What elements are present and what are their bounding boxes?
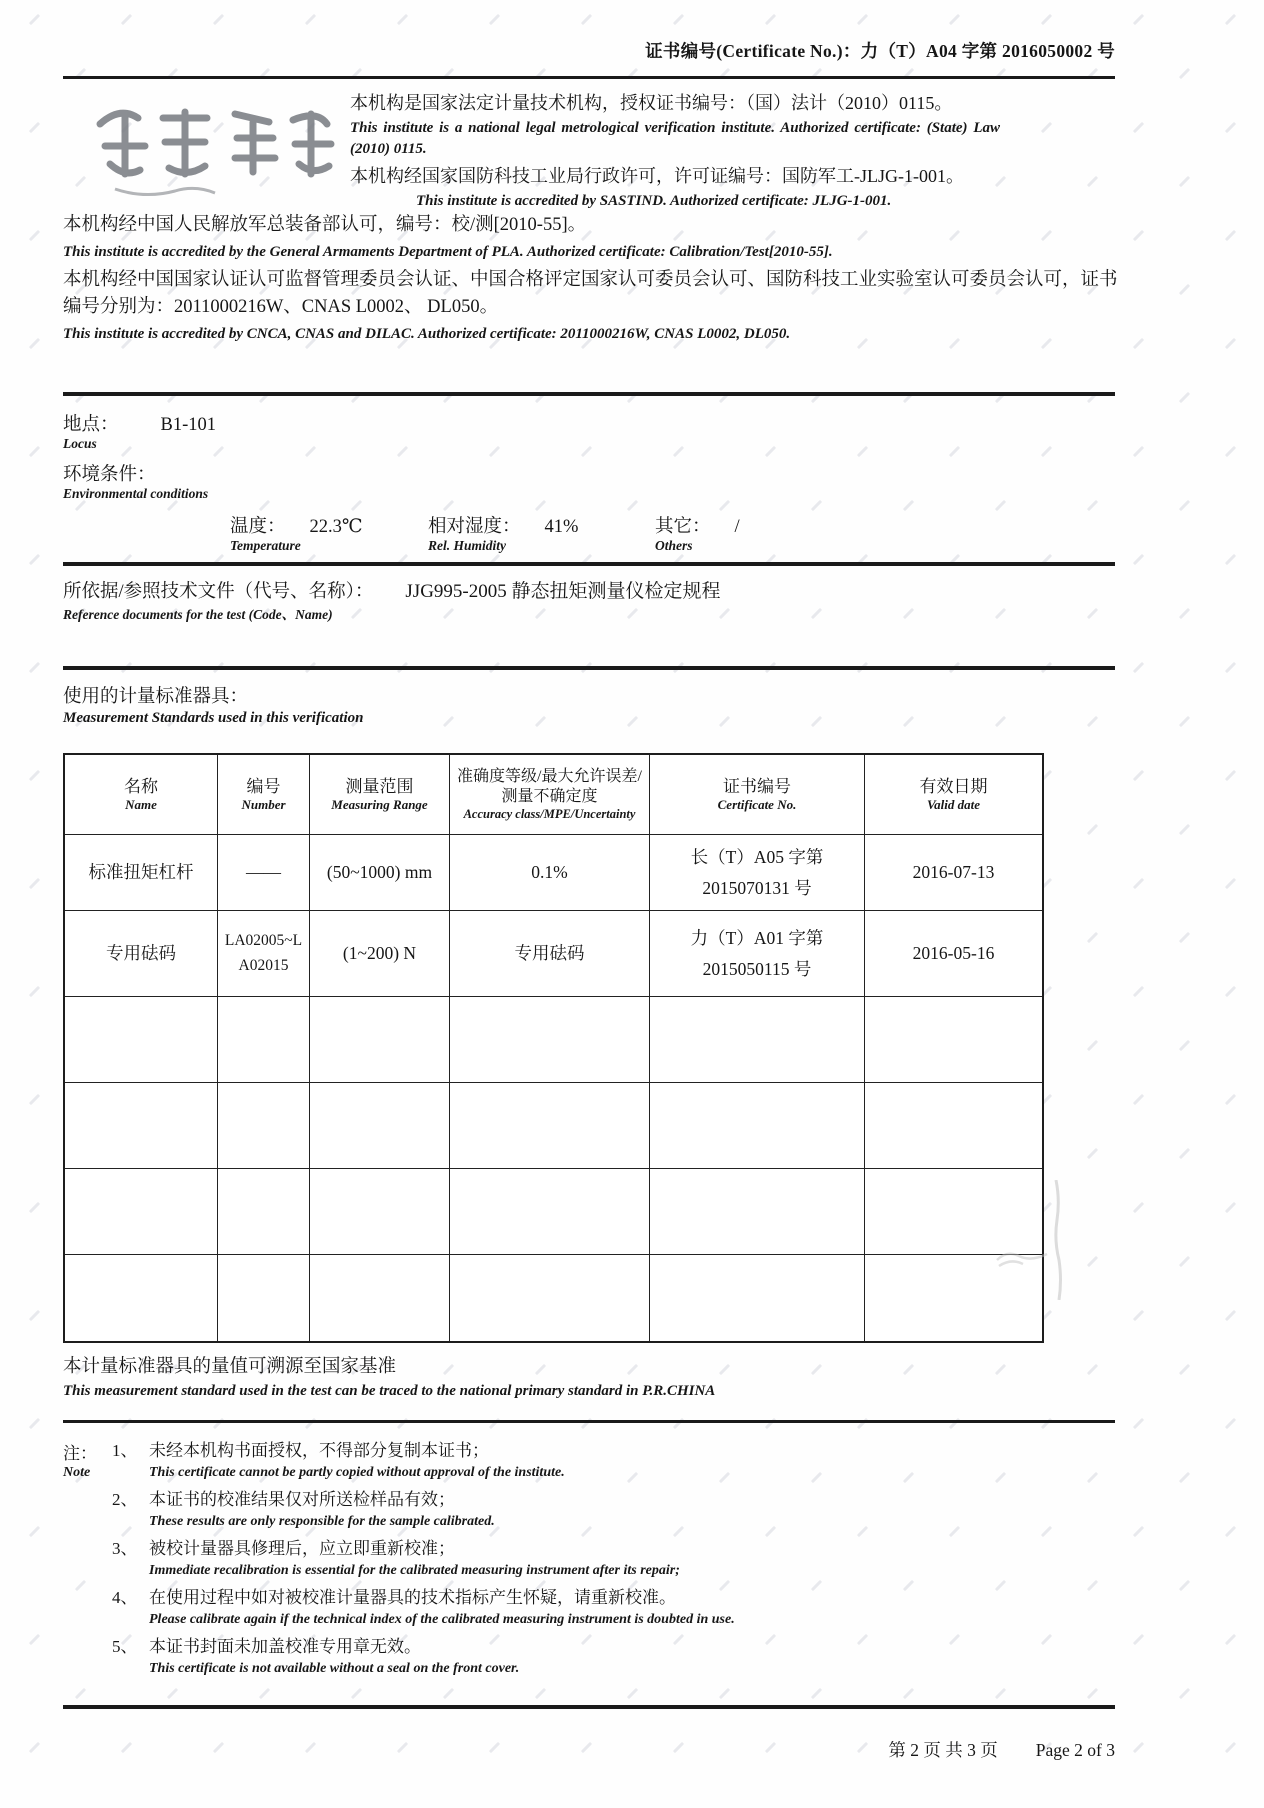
col-header-zh: 有效日期 <box>919 777 988 797</box>
certificate-number-label: 证书编号(Certificate No.)： <box>645 41 861 61</box>
empty-cell <box>650 1083 865 1169</box>
note-text-zh: 被校计量器具修理后，应立即重新校准； <box>149 1539 455 1558</box>
accreditation-pla-en: This institute is accredited by the General Armaments Department of PLA. Authorized certificate: Calibration/Test[2010-55]. <box>63 243 833 260</box>
note-item <box>112 1635 1073 1679</box>
empty-cell <box>310 1255 450 1341</box>
table-cell: (1~200) N <box>310 911 450 997</box>
empty-cell <box>65 1255 218 1341</box>
col-header-zh: 证书编号 <box>723 777 791 797</box>
institute-intro-block <box>350 90 1000 212</box>
others-value: / <box>734 517 740 537</box>
col-header-en: Name <box>125 797 157 813</box>
table-cell: 2016-07-13 <box>865 835 1042 911</box>
table-cell: (50~1000) mm <box>310 835 450 911</box>
standards-title-block <box>63 682 363 728</box>
col-header-zh: 名称 <box>124 777 158 797</box>
locus-block <box>63 410 216 502</box>
col-header-en: Accuracy class/MPE/Uncertainty <box>463 807 636 821</box>
note-text-zh: 本证书的校准结果仅对所送检样品有效； <box>149 1490 455 1509</box>
page-number-zh: 第 2 页 共 3 页 <box>888 1740 998 1760</box>
col-header-zh: 准确度等级/最大允许误差/测量不确定度 <box>457 768 642 805</box>
standards-title-zh: 使用的计量标准器具： <box>63 687 249 707</box>
empty-cell <box>865 1169 1042 1255</box>
table-cell: 专用砝码 <box>450 911 650 997</box>
traceability-en: This measurement standard used in the test can be traced to the national primary standard in P.R.CHINA <box>63 1383 716 1399</box>
locus-label-en: Locus <box>63 436 97 451</box>
note-number: 2、 <box>112 1490 138 1509</box>
empty-cell <box>450 997 650 1083</box>
locus-label-zh: 地点： <box>63 415 119 435</box>
col-header-valid-date <box>865 755 1042 835</box>
others-label-zh: 其它： <box>655 517 711 537</box>
note-item <box>112 1488 1073 1532</box>
reference-label-en: Reference documents for the test (Code、Name) <box>63 607 333 622</box>
institute-calligraphy-logo <box>85 92 335 207</box>
table-cell: 2016-05-16 <box>865 911 1042 997</box>
note-item <box>112 1439 1073 1483</box>
note-number: 1、 <box>112 1441 138 1460</box>
traceability-block <box>63 1352 1113 1401</box>
col-header-en: Certificate No. <box>717 797 797 813</box>
table-cell: 力（T）A01 字第 2015050115 号 <box>650 911 865 997</box>
table-cell: 长（T）A05 字第 2015070131 号 <box>650 835 865 911</box>
empty-cell <box>310 1083 450 1169</box>
divider <box>63 1420 1115 1423</box>
empty-cell <box>450 1169 650 1255</box>
divider <box>63 76 1115 79</box>
notes-label <box>63 1439 97 1483</box>
col-header-zh: 编号 <box>246 777 281 797</box>
others-field <box>655 512 740 554</box>
col-header-en: Valid date <box>926 797 981 813</box>
note-text-en: Please calibrate again if the technical index of the calibrated measuring instrument is doubted in use. <box>149 1612 735 1628</box>
humidity-label-zh: 相对湿度： <box>428 517 521 537</box>
page-footer <box>63 1737 1115 1762</box>
empty-cell <box>218 1255 310 1341</box>
notes-label-en: Note <box>63 1465 91 1480</box>
env-label-en: Environmental conditions <box>63 486 209 502</box>
empty-cell <box>310 997 450 1083</box>
intro-line2-en: This institute is accredited by SASTIND. Authorized certificate: JLJG-1-001. <box>416 193 892 210</box>
note-text-zh: 未经本机构书面授权，不得部分复制本证书； <box>149 1441 489 1460</box>
page-number-en: Page 2 of 3 <box>1035 1740 1115 1760</box>
humidity-label-en: Rel. Humidity <box>428 538 507 553</box>
note-text-en: These results are only responsible for the sample calibrated. <box>149 1514 495 1530</box>
col-header-number <box>218 755 310 835</box>
notes-label-zh: 注： <box>63 1444 97 1463</box>
reference-documents-block <box>63 576 1063 623</box>
intro-line1-en: This institute is a national legal metrological verification institute. Authorized certificate: (State) Law (2010) 0115. <box>350 120 1000 158</box>
note-item <box>112 1537 1073 1581</box>
empty-cell <box>65 1083 218 1169</box>
col-header-zh: 测量范围 <box>345 777 414 797</box>
others-label-en: Others <box>655 538 693 553</box>
divider <box>63 562 1115 566</box>
temperature-value: 22.3℃ <box>309 517 363 537</box>
reference-label-zh: 所依据/参照技术文件（代号、名称）： <box>63 582 374 602</box>
scan-artifact <box>1046 1180 1066 1305</box>
table-cell: 0.1% <box>450 835 650 911</box>
empty-cell <box>650 1255 865 1341</box>
empty-cell <box>650 1169 865 1255</box>
note-text-en: This certificate cannot be partly copied without approval of the institute. <box>149 1465 565 1481</box>
humidity-value: 41% <box>544 517 579 537</box>
notes-block <box>63 1439 1073 1684</box>
note-text-en: Immediate recalibration is essential for the calibrated measuring instrument after its repair; <box>149 1563 680 1579</box>
col-header-certificate <box>650 755 865 835</box>
locus-value: B1-101 <box>160 415 217 435</box>
empty-cell <box>65 1169 218 1255</box>
note-text-en: This certificate is not available without a seal on the front cover. <box>149 1661 520 1677</box>
certificate-number-value: 力（T）A04 字第 2016050002 号 <box>860 41 1115 61</box>
note-number: 4、 <box>112 1588 138 1607</box>
empty-cell <box>65 997 218 1083</box>
standards-table <box>63 753 1044 1343</box>
empty-cell <box>218 1169 310 1255</box>
table-cell: —— <box>218 835 310 911</box>
note-item <box>112 1586 1073 1630</box>
note-text-zh: 在使用过程中如对被校准计量器具的技术指标产生怀疑，请重新校准。 <box>149 1588 676 1607</box>
intro-line2-zh: 本机构经国家国防科技工业局行政许可，许可证编号：国防军工-JLJG-1-001。 <box>350 166 964 187</box>
empty-cell <box>450 1255 650 1341</box>
accreditation-block <box>63 212 1118 349</box>
divider <box>63 392 1115 396</box>
temperature-label-en: Temperature <box>230 538 301 553</box>
divider <box>63 666 1115 670</box>
empty-cell <box>218 1083 310 1169</box>
table-cell: LA02005~LA02015 <box>218 911 310 997</box>
reference-value: JJG995-2005 静态扭矩测量仪检定规程 <box>405 581 721 602</box>
temperature-field <box>230 512 363 554</box>
table-cell: 专用砝码 <box>65 911 218 997</box>
env-label-zh: 环境条件： <box>63 465 156 486</box>
empty-cell <box>865 997 1042 1083</box>
note-number: 3、 <box>112 1539 138 1558</box>
traceability-zh: 本计量标准器具的量值可溯源至国家基准 <box>63 1357 397 1377</box>
accreditation-cnca-zh: 本机构经中国国家认证认可监督管理委员会认证、中国合格评定国家认可委员会认可、国防科技工业实验室认可委员会认可，证书编号分别为：2011000216W、CNAS L0002、 DL050。 <box>63 270 1118 317</box>
accreditation-pla-zh: 本机构经中国人民解放军总装备部认可，编号：校/测[2010-55]。 <box>63 215 587 235</box>
intro-line1-zh: 本机构是国家法定计量技术机构，授权证书编号：（国）法计（2010）0115。 <box>350 93 953 113</box>
note-number: 5、 <box>112 1637 138 1656</box>
scan-artifact <box>995 1248 1050 1275</box>
standards-title-en: Measurement Standards used in this verification <box>63 710 364 726</box>
empty-cell <box>450 1083 650 1169</box>
note-text-zh: 本证书封面未加盖校准专用章无效。 <box>149 1637 421 1656</box>
col-header-en: Measuring Range <box>331 797 428 813</box>
table-cell: 标准扭矩杠杆 <box>65 835 218 911</box>
humidity-field <box>428 512 578 554</box>
accreditation-cnca-en: This institute is accredited by CNCA, CNAS and DILAC. Authorized certificate: 2011000216W, CNAS L0002, DL050. <box>63 325 791 342</box>
certificate-number-line <box>63 38 1115 63</box>
empty-cell <box>865 1083 1042 1169</box>
col-header-accuracy <box>450 755 650 835</box>
temperature-label-zh: 温度： <box>230 517 286 537</box>
empty-cell <box>310 1169 450 1255</box>
divider <box>63 1705 1115 1709</box>
empty-cell <box>218 997 310 1083</box>
empty-cell <box>650 997 865 1083</box>
col-header-en: Number <box>241 797 286 813</box>
col-header-range <box>310 755 450 835</box>
col-header-name <box>65 755 218 835</box>
